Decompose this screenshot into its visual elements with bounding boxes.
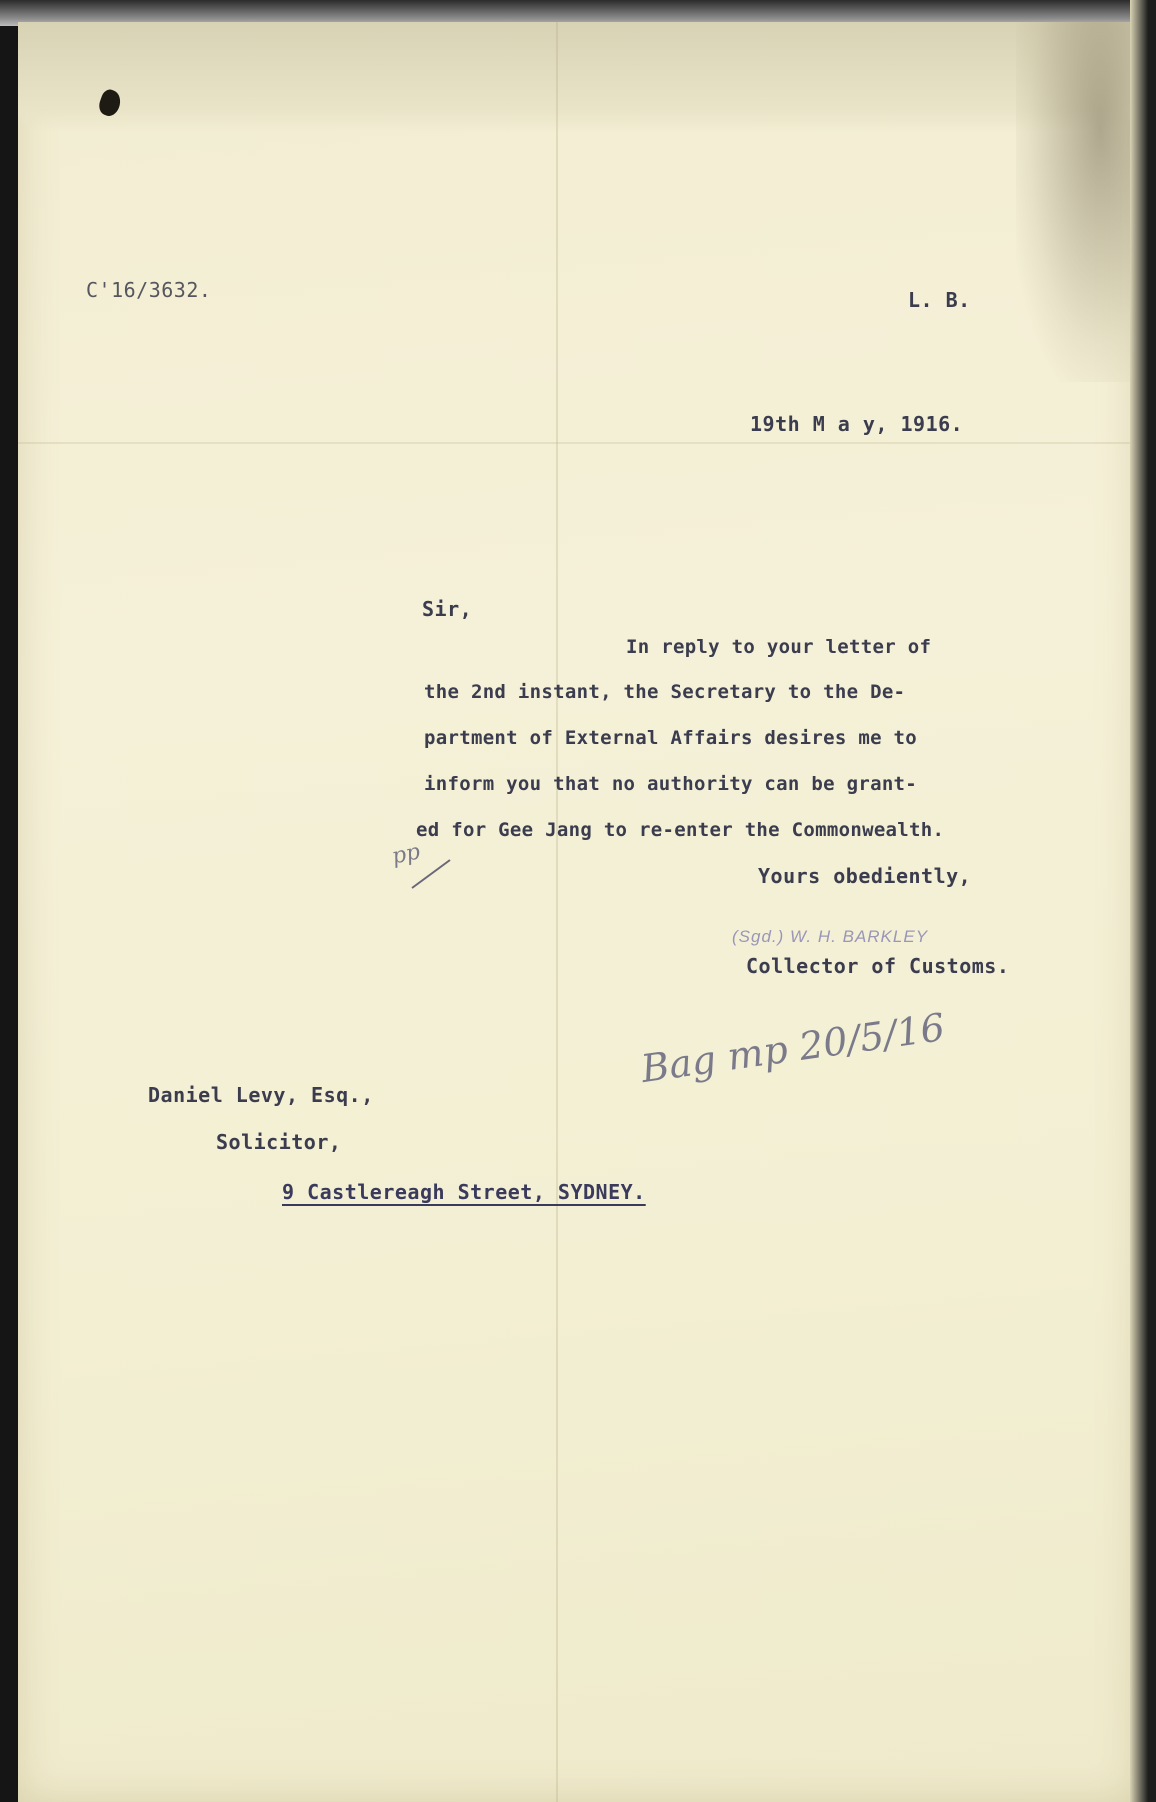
closing: Yours obediently, [758, 864, 972, 888]
addressee-address: 9 Castlereagh Street, SYDNEY. [282, 1180, 646, 1204]
addressee-name: Daniel Levy, Esq., [148, 1083, 374, 1107]
signatory-title: Collector of Customs. [746, 954, 1010, 978]
handwritten-notation: Bag mp 20/5/16 [638, 1004, 948, 1092]
typist-initials: L. B. [908, 288, 971, 312]
body-line-5: ed for Gee Jang to re-enter the Commonwealth. [416, 819, 945, 841]
body-line-3: partment of External Affairs desires me to [424, 727, 918, 749]
addressee-title: Solicitor, [216, 1130, 342, 1154]
scanner-right-edge [1130, 0, 1156, 1802]
body-line-1: In reply to your letter of [626, 636, 932, 658]
signature-stamp: (Sgd.) W. H. BARKLEY [732, 927, 929, 946]
file-reference: C'16/3632. [86, 278, 212, 302]
salutation: Sir, [422, 597, 473, 621]
horizontal-fold-line [18, 442, 1136, 444]
vertical-fold-line [556, 22, 558, 1802]
body-line-4: inform you that no authority can be grant- [424, 773, 918, 795]
letter-date: 19th M a y, 1916. [750, 412, 964, 436]
marginal-tick-mark [408, 852, 454, 892]
body-line-2: the 2nd instant, the Secretary to the De- [424, 681, 906, 703]
marginal-initials: pp [389, 839, 423, 870]
paper-stain [1016, 22, 1136, 382]
paper-top-discoloration [18, 22, 1136, 132]
